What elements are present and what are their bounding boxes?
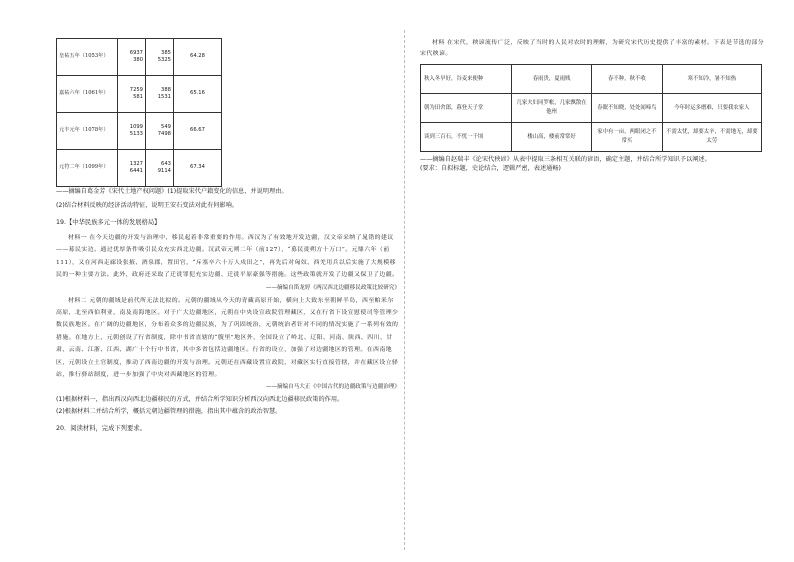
cell-value: 6937 [129,49,143,56]
table-cell [118,113,146,150]
cell-value: 1327 [129,160,143,167]
proverb-table-source: ——摘编自赵瑞丰《论宋代秧谚》从表中提取三条相互关联的谚语，确定主题，并结合所学知识予以阐述。 [420,156,711,163]
proverb-table [420,64,762,152]
requirement: (要求：自拟标题，史论结合，逻辑严密，表述通畅) [420,165,561,172]
cell-value: 5325 [157,57,171,63]
table-row [421,65,762,94]
cell-value: 581 [133,94,143,100]
table-cell: 春不种，秋不收 [592,65,663,94]
question-19-1: (1)根据材料一，指出西汉向西北边疆移民的方式，并结合所学知识分析西汉向西北边疆移民政策的作用。 [56,396,344,404]
table-cell: 谈到三百石，不忧一千顷 [421,123,512,152]
cell-value: 1531 [157,94,171,100]
material-2-source: ——摘编自马大正《中国古代的边疆政策与边疆治理》 [265,384,400,391]
question-2: (2)结合材料反映的经济活动特征，说明王安石变法对此有何影响。 [56,202,239,209]
source-citation: ——摘编自葛金芳《宋代土地产权问题》 [56,188,168,195]
table-cell: 67.34 [173,150,221,187]
table-cell: 春眠不知晓，处处闻啼鸟 [592,94,663,123]
cell-value: 1099 [129,123,143,130]
column-divider [404,30,405,550]
table-row [57,113,222,150]
table-cell: 嘉祐六年（1061年） [57,76,118,113]
table-row [57,76,222,113]
table-cell: 不需太忧，却要太辛，不需地无，却要太劳 [662,123,761,152]
section-20-title: 20．阅读材料，完成下列要求。 [56,425,146,433]
right-column [420,38,770,173]
cell-value: 9114 [157,168,171,174]
cell-value: 5133 [129,131,143,137]
table-cell [145,150,173,187]
table-cell: 皇祐五年（1053年） [57,39,118,76]
table-cell: 今年时运多磨难，只要我农家人 [662,94,761,123]
household-table [56,38,222,187]
table-row [421,94,762,123]
table-cell: 寒不知冷，暑不知热 [662,65,761,94]
table-cell [118,150,146,187]
left-column [56,38,400,435]
table-cell: 元丰元年（1078年） [57,113,118,150]
material-intro: 材料 在宋代，秧谚流传广泛，反映了当时的人民对农时的理解，为研究宋代历史提供了丰富的素材。下表是节选的部分宋代秧谚。 [420,40,765,57]
table-cell: 朝为田舍郎，暮登天子堂 [421,94,512,123]
question-1: (1)提取宋代户籍变化的信息，并说明理由。 [167,188,288,195]
table-cell: 元符二年（1099年） [57,150,118,187]
table-row [57,39,222,76]
cell-value: 380 [133,57,143,63]
table-row [57,150,222,187]
cell-value: 7498 [157,131,171,137]
table-source [56,187,400,196]
table-cell [145,39,173,76]
cell-value: 549 [161,123,171,130]
cell-value: 643 [161,160,171,167]
table-row [421,123,762,152]
table-cell: 楼山高，楼前常常好 [512,123,592,152]
section-19-title: 19.【中华民族多元一体的发展格局】 [56,219,161,226]
cell-value: 385 [161,49,171,56]
question-19-2: (2)根据材料二并结合所学，概括元朝边疆管理的措施，指出其中蕴含的政治智慧。 [56,408,282,416]
material-2: 材料二 元朝的疆域是前代所无法比拟的。元朝的疆域从今天的青藏高原开始，横向上大致东至朝鲜半岛，西至帕米尔高原，北至西伯利亚，南及南海地区。对于广大边疆地区，元朝在中央设宣政院管理藏区，又在行省下设宣慰使司等管理少数民族地区。在广阔的边疆地区，分布着众多的边疆民族，为了巩固统治，元朝统治者针对不同的情况实施了一系列有效的措施。在地方上，元朝创设了行省制度，除中书省直辖的“腹里”地区外，全国设立了岭北、辽阳、河南、陕西、四川、甘肃、云南、江浙、江西、湖广十个行中书省，其中多省包括边疆地区。行省的设立，加强了对边疆地区的管理。在西南地区，元朝设立土官制度，推动了西南边疆的开发与治理。元朝还在西藏设置宣政院，对藏区实行直接管辖，并在藏区设立驿站，推行驿站制度，进一步加强了中央对西藏地区的管理。 [56,297,399,379]
table-cell: 64.28 [173,39,221,76]
table-cell [145,113,173,150]
cell-value: 388 [161,86,171,93]
table-cell: 春雨贵，夏雨贱 [512,65,592,94]
table-cell [118,76,146,113]
material-1: 材料一 在今天边疆的开发与治理中，移民起着非常重要的作用。西汉为了有效地开发边疆，汉文帝采纳了晁错的建议——募民实边。通过优厚条件吸引民众充实西北边疆。汉武帝元朔二年（前127），“募民徙朔方十万口”。元鼎六年（前111），又在河西走廊设张掖、酒泉郡，置田官，“斥塞卒六十万人戍田之”，再先后对匈奴、西羌用兵以后实施了大规模移民的一种主要方法。此外，政府还采取了迁徙罪犯充实边疆、迁徙平原豪强等措施。这些政策就开发了边疆又保卫了边疆。 [56,235,399,279]
cell-value: 7259 [129,86,143,93]
table-cell: 65.16 [173,76,221,113]
table-cell: 秋入冬旱好，谷麦来便种 [421,65,512,94]
cell-value: 6441 [129,168,143,174]
material-1-source: ——摘编自笛龙婷《两汉西北边疆移民政策比较研究》 [265,284,400,291]
table-cell [118,39,146,76]
table-cell [145,76,173,113]
table-cell: 66.67 [173,113,221,150]
table-cell: 家中有一亩，两眼闭之不常买 [592,123,663,152]
table-cell: 几家夫妇同罗帐，几家飘散在他州 [512,94,592,123]
